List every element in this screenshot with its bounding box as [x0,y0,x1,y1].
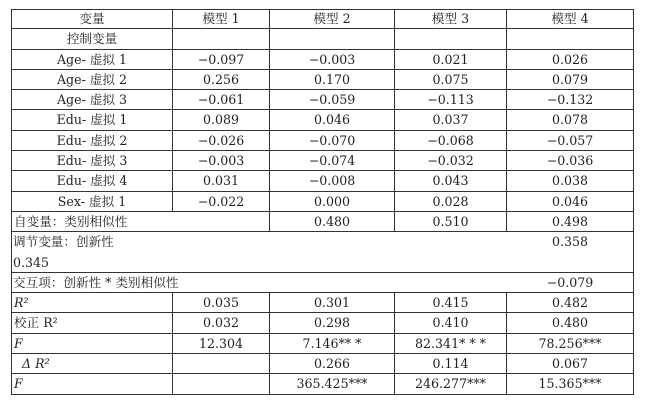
header-model-2: 模型 2 [269,9,394,29]
table-row: Edu- 虚拟 4 0.031 −0.008 0.043 0.038 [11,171,634,191]
stat-label: F [11,334,172,354]
iv-label: 自变量：类别相似性 [11,212,269,232]
header-model-1: 模型 1 [172,9,269,29]
table-row: Age- 虚拟 2 0.256 0.170 0.075 0.079 [11,70,634,90]
row-label: Age- 虚拟 2 [11,70,172,90]
stat-label: R² [11,293,172,313]
stat-row-r2: R² 0.035 0.301 0.415 0.482 [11,293,634,313]
table-row: Sex- 虚拟 1 −0.022 0.000 0.028 0.046 [11,192,634,212]
interaction-row: 交互项：创新性 * 类别相似性 −0.079 [11,273,634,293]
moderator-label: 调节变量：创新性 [13,234,114,250]
stat-label: 校正 R² [11,313,172,333]
row-label: Edu- 虚拟 4 [11,171,172,191]
moderator-row: 调节变量：创新性 0.358 [11,232,634,252]
header-row [11,9,634,29]
header-model-4: 模型 4 [506,9,634,29]
moderator-extra-value: 0.345 [13,254,50,270]
header-model-3: 模型 3 [394,9,506,29]
table-row: Age- 虚拟 3 −0.061 −0.059 −0.113 −0.132 [11,90,634,110]
table-row: Edu- 虚拟 3 −0.003 −0.074 −0.032 −0.036 [11,151,634,171]
table-row: Edu- 虚拟 2 −0.026 −0.070 −0.068 −0.057 [11,131,634,151]
stat-row-f-change: F 365.425*** 246.277*** 15.365*** [11,374,634,394]
header-variable: 变量 [11,9,172,29]
row-label: Sex- 虚拟 1 [11,192,172,212]
row-label: Edu- 虚拟 3 [11,151,172,171]
moderator-extra-row [11,253,634,273]
control-label: 控制变量 [11,29,172,49]
stat-row-adj-r2: 校正 R² 0.032 0.298 0.410 0.480 [11,313,634,333]
row-label: Age- 虚拟 3 [11,90,172,110]
regression-table [11,9,634,395]
stat-label: F [11,374,172,394]
table-row: Edu- 虚拟 1 0.089 0.046 0.037 0.078 [11,110,634,130]
row-label: Age- 虚拟 1 [11,50,172,70]
control-label-row [11,29,634,49]
interaction-label: 交互项：创新性 * 类别相似性 [13,274,179,290]
row-label: Edu- 虚拟 1 [11,110,172,130]
stat-label: Δ R² [11,354,172,374]
table-row: Age- 虚拟 1 −0.097 −0.003 0.021 0.026 [11,50,634,70]
stat-row-delta-r2: Δ R² 0.266 0.114 0.067 [11,354,634,374]
stat-row-f: F 12.304 7.146** * 82.341* * * 78.256*** [11,334,634,354]
independent-variable-row: 自变量：类别相似性 0.480 0.510 0.498 [11,212,634,232]
row-label: Edu- 虚拟 2 [11,131,172,151]
